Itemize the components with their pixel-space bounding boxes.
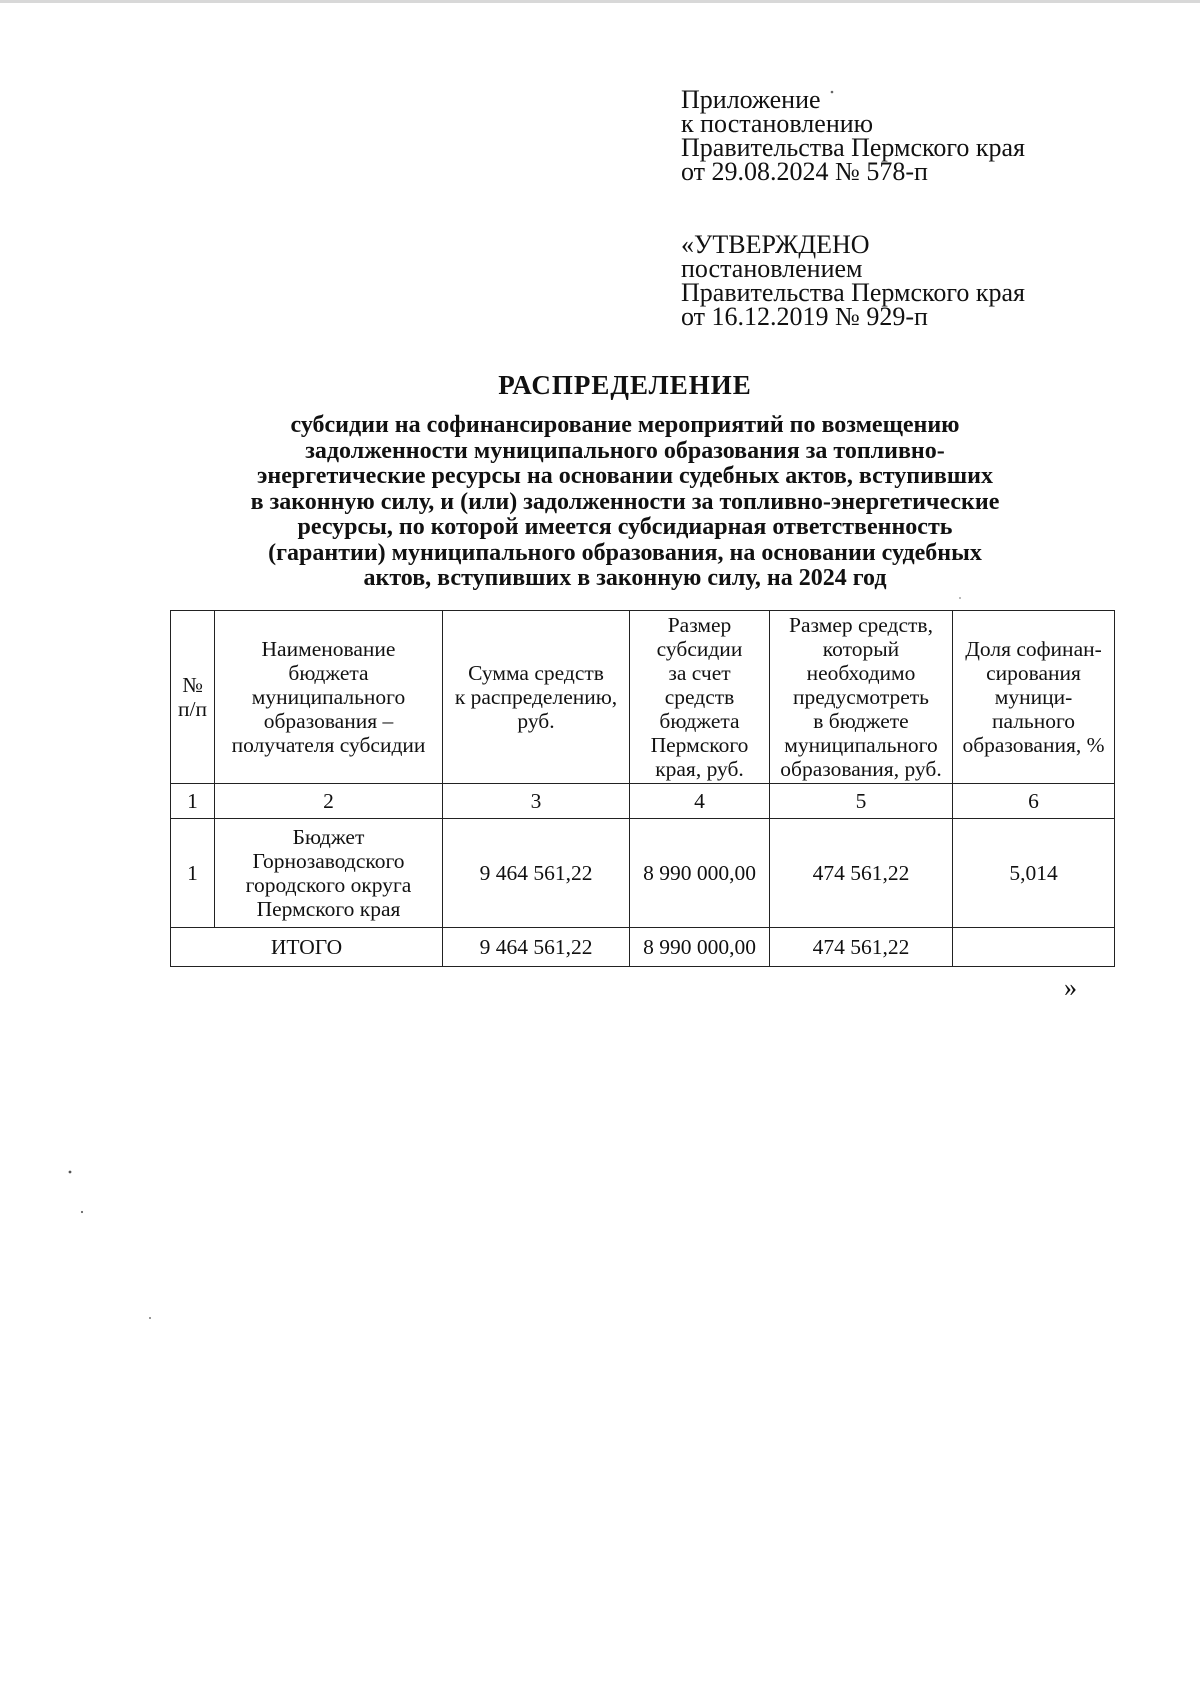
approval-line: от 16.12.2019 № 929-п <box>681 302 928 331</box>
column-number: 2 <box>215 784 443 819</box>
header-line: бюджета <box>288 661 369 685</box>
budget-name-line: Бюджет <box>292 825 365 849</box>
column-number: 5 <box>770 784 953 819</box>
header-line: № <box>182 673 203 697</box>
header-line: к распределению, <box>454 685 618 709</box>
header-line: средств <box>664 685 735 709</box>
closing-quote: » <box>1064 973 1077 1002</box>
subtitle-line: актов, вступивших в законную силу, на 2024 год <box>363 565 887 591</box>
header-line: за счет <box>668 661 731 685</box>
header-line: в бюджете <box>813 709 909 733</box>
appendix-line: Правительства Пермского края <box>681 133 1025 162</box>
header-line: который <box>822 637 900 661</box>
total-amount-cell: 9 464 561,22 <box>443 928 630 967</box>
header-line: сирования <box>986 661 1081 685</box>
municipal-funds-cell: 474 561,22 <box>770 819 953 928</box>
header-line: необходимо <box>806 661 916 685</box>
header-line: образования, % <box>962 733 1105 757</box>
header-line: Доля софинан- <box>965 637 1102 661</box>
header-line: образования, руб. <box>780 757 942 781</box>
subtitle-line: задолженности муниципального образования за топливно- <box>305 437 945 464</box>
column-number: 3 <box>443 784 630 819</box>
appendix-line: Приложение <box>681 85 821 114</box>
subtitle-line: в законную силу, и (или) задолженности за топливно-энергетические <box>250 488 1000 515</box>
header-line: муници- <box>994 685 1073 709</box>
header-line: Размер <box>667 613 732 637</box>
column-number: 4 <box>630 784 770 819</box>
subtitle-line: энергетические ресурсы на основании судебных актов, вступивших <box>257 463 993 489</box>
header-line: субсидии <box>656 637 743 661</box>
approval-line: постановлением <box>681 254 863 283</box>
cofinancing-share-cell: 5,014 <box>953 819 1115 928</box>
header-line: бюджета <box>659 709 740 733</box>
budget-name-line: Пермского края <box>256 897 401 921</box>
header-line: Сумма средств <box>468 661 604 685</box>
header-line: предусмотреть <box>793 685 929 709</box>
header-line: руб. <box>517 709 555 733</box>
total-amount-cell: 9 464 561,22 <box>443 819 630 928</box>
header-line: пального <box>991 709 1076 733</box>
approval-line: «УТВЕРЖДЕНО <box>681 230 870 259</box>
document-title: РАСПРЕДЕЛЕНИЕ <box>498 370 752 400</box>
regional-subsidy-cell: 8 990 000,00 <box>630 819 770 928</box>
subtitle-line: ресурсы, по которой имеется субсидиарная ответственность <box>297 514 953 540</box>
header-line: Размер средств, <box>789 613 933 637</box>
column-number: 1 <box>171 784 215 819</box>
subtitle-line: субсидии на софинансирование мероприятий по возмещению <box>290 412 960 438</box>
appendix-line: к постановлению <box>681 109 874 138</box>
header-line: Наименование <box>261 637 396 661</box>
header-line: п/п <box>178 697 207 721</box>
budget-name-line: Горнозаводского <box>252 849 405 873</box>
budget-name-line: городского округа <box>245 873 412 897</box>
total-regional-subsidy-cell: 8 990 000,00 <box>630 928 770 967</box>
header-line: муниципального <box>784 733 938 757</box>
row-index: 1 <box>171 819 215 928</box>
approval-line: Правительства Пермского края <box>681 278 1025 307</box>
header-line: образования – <box>263 709 394 733</box>
header-line: Пермского <box>650 733 749 757</box>
appendix-line: от 29.08.2024 № 578-п <box>681 157 928 186</box>
header-line: муниципального <box>251 685 406 709</box>
total-label: ИТОГО <box>171 928 443 967</box>
subtitle-line: (гарантии) муниципального образования, на основании судебных <box>268 539 982 566</box>
column-number: 6 <box>953 784 1115 819</box>
header-line: края, руб. <box>655 757 744 781</box>
total-municipal-funds-cell: 474 561,22 <box>770 928 953 967</box>
header-line: получателя субсидии <box>231 733 426 757</box>
